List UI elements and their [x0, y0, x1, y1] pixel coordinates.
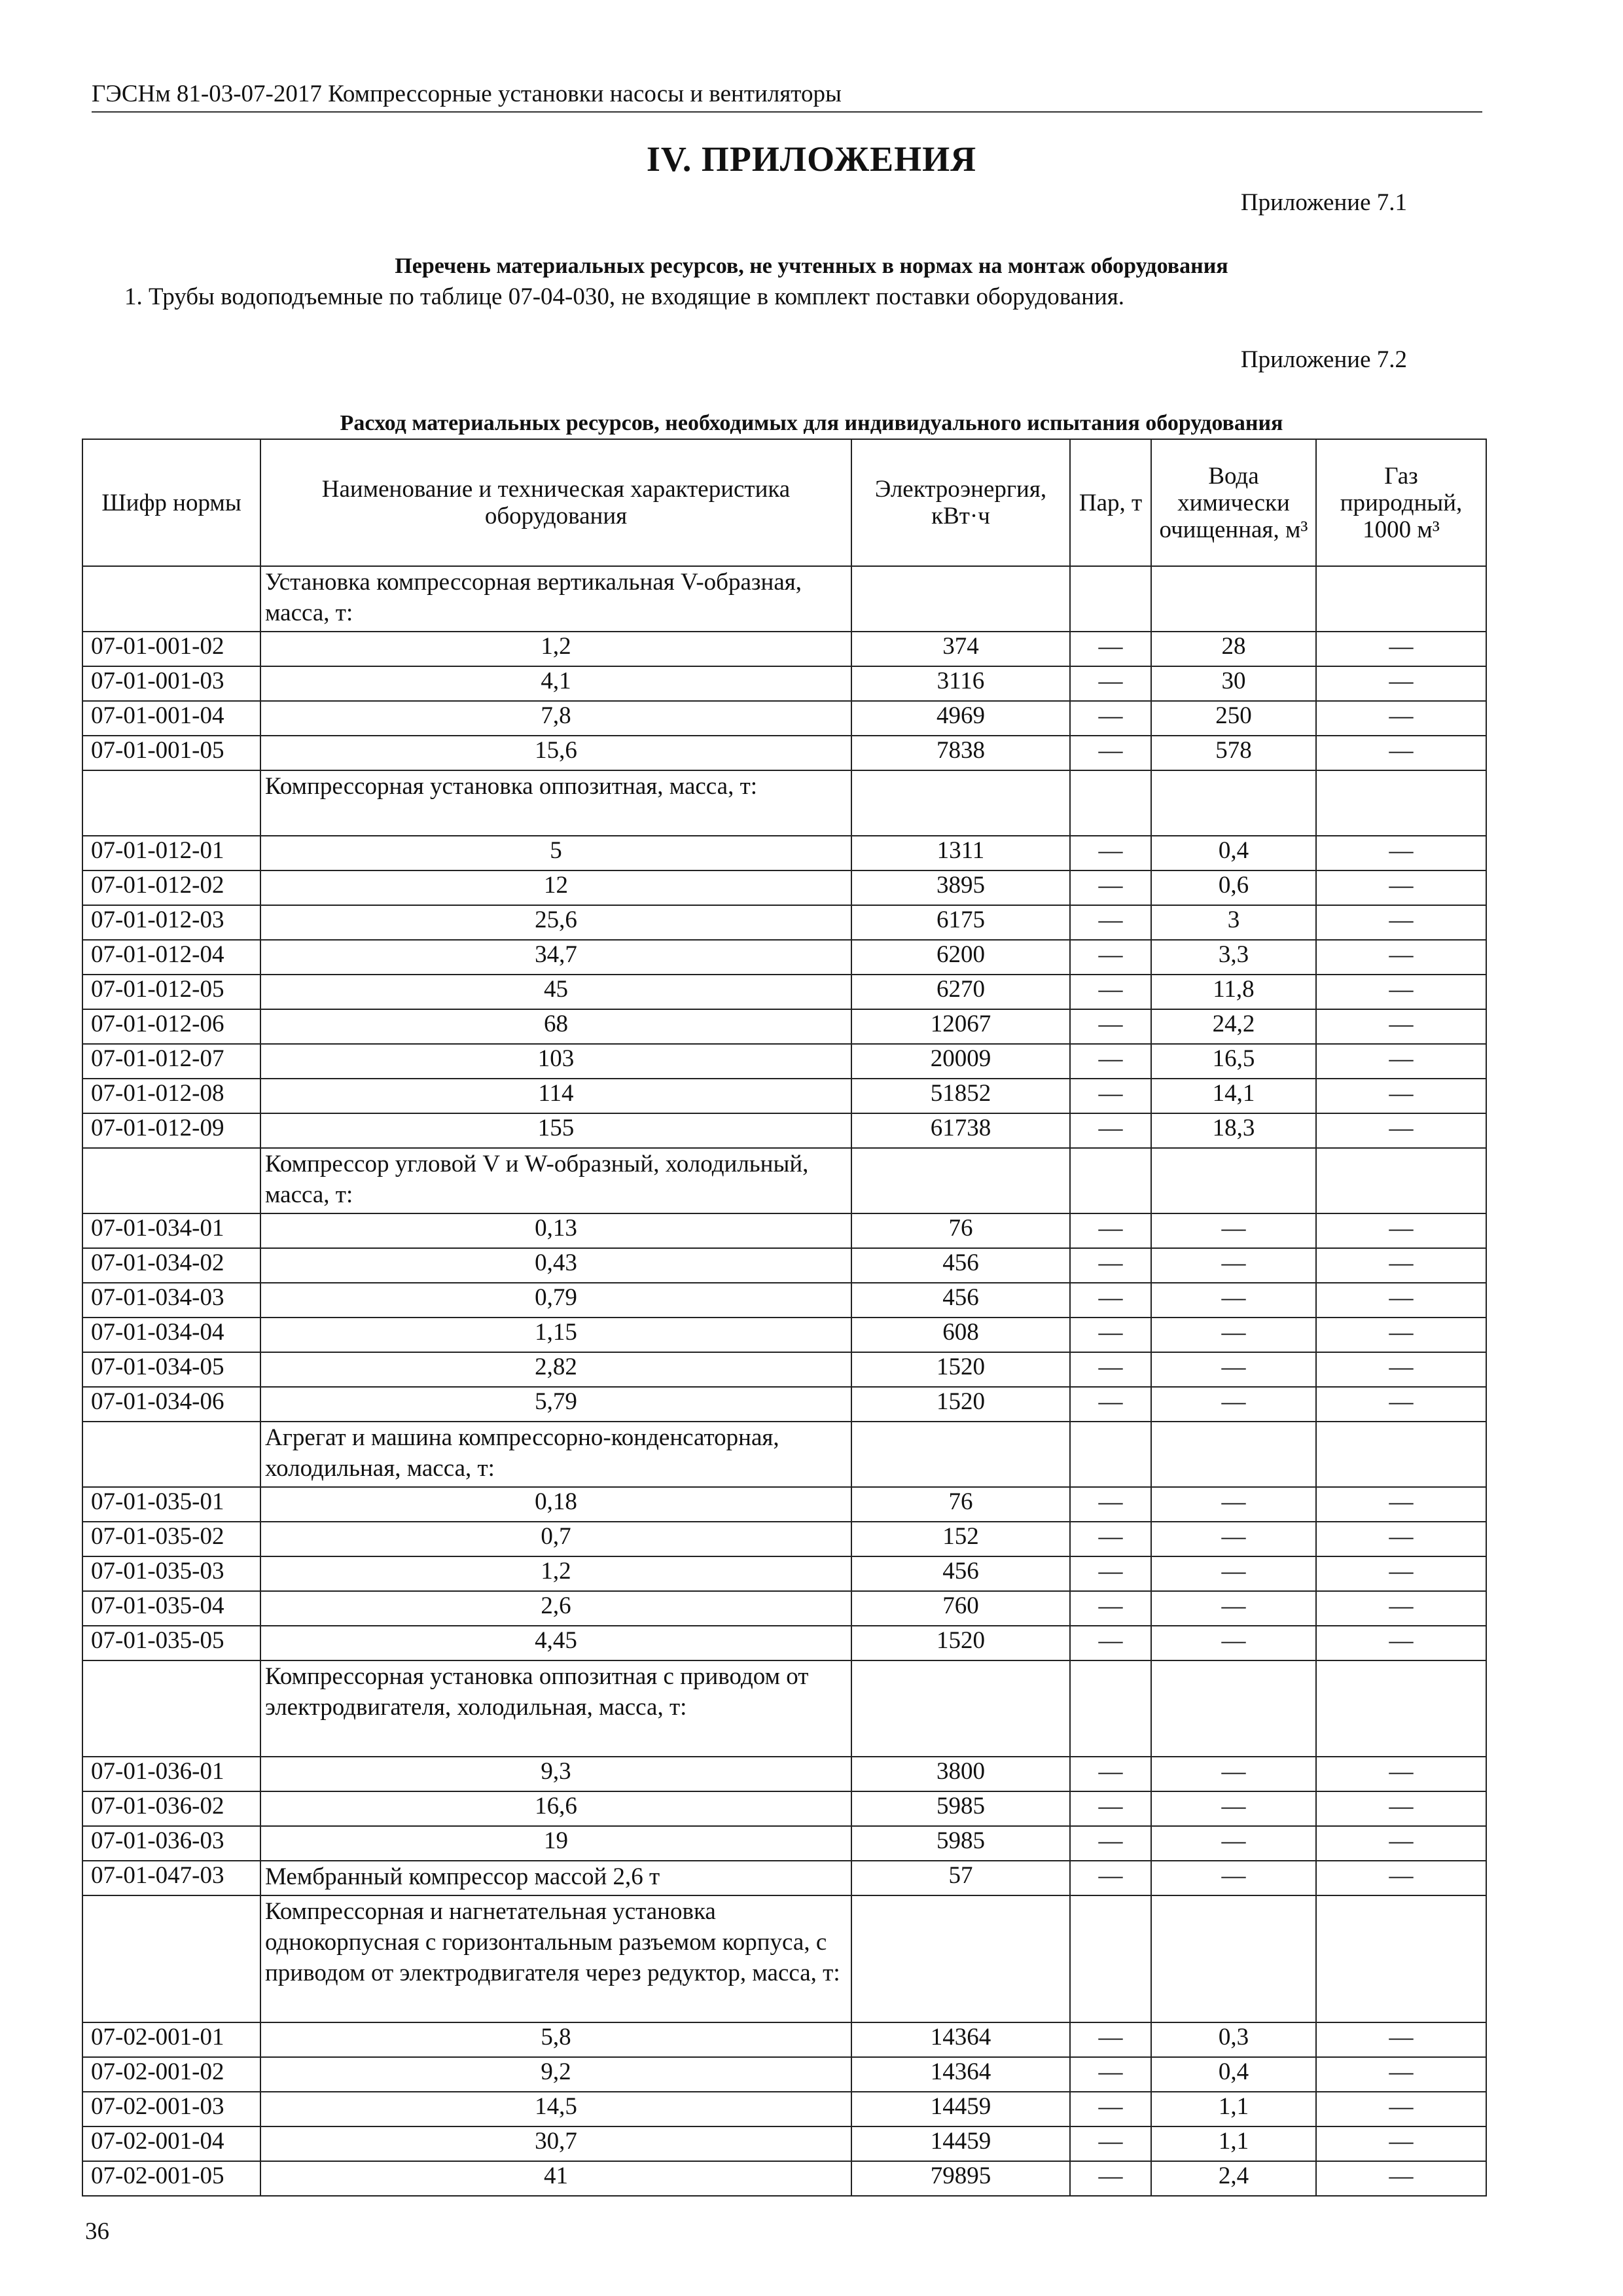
- col-header-name: Наименование и техническая характеристика оборудования: [260, 439, 851, 566]
- table-row: [82, 1757, 1486, 1791]
- steam-value: —: [1070, 975, 1151, 1009]
- equipment-mass: 15,6: [260, 736, 851, 770]
- table-row: [82, 870, 1486, 905]
- table-row: [82, 975, 1486, 1009]
- equipment-mass: 16,6: [260, 1791, 851, 1826]
- norm-code: 07-01-047-03: [82, 1861, 260, 1895]
- table-row: [82, 1861, 1486, 1895]
- group-row: [82, 566, 1486, 632]
- equipment-mass: 4,45: [260, 1626, 851, 1660]
- water-value: 578: [1151, 736, 1316, 770]
- col-header-code: Шифр нормы: [82, 439, 260, 566]
- appendix-7-2-title: Расход материальных ресурсов, необходимых для индивидуального испытания оборудования: [340, 411, 1283, 435]
- gas-value: —: [1316, 1522, 1486, 1556]
- electricity-value: 76: [851, 1487, 1070, 1522]
- equipment-mass: 1,15: [260, 1318, 851, 1352]
- empty-cell: [1070, 566, 1151, 632]
- electricity-value: 5985: [851, 1791, 1070, 1826]
- norm-code: 07-01-001-04: [82, 701, 260, 736]
- equipment-mass: 9,2: [260, 2057, 851, 2092]
- equipment-mass: 1,2: [260, 1556, 851, 1591]
- gas-value: —: [1316, 1044, 1486, 1079]
- table-row: [82, 905, 1486, 940]
- electricity-value: 7838: [851, 736, 1070, 770]
- group-row: [82, 1422, 1486, 1487]
- norm-code: 07-01-012-09: [82, 1113, 260, 1148]
- electricity-value: 20009: [851, 1044, 1070, 1079]
- electricity-value: 760: [851, 1591, 1070, 1626]
- electricity-value: 14459: [851, 2126, 1070, 2161]
- table-row: [82, 1826, 1486, 1861]
- steam-value: —: [1070, 1791, 1151, 1826]
- empty-cell: [1316, 1895, 1486, 2022]
- appendix-7-1-label: Приложение 7.1: [1240, 189, 1407, 216]
- norm-code: 07-01-035-02: [82, 1522, 260, 1556]
- gas-value: —: [1316, 1213, 1486, 1248]
- empty-cell: [82, 1895, 260, 2022]
- empty-cell: [851, 1148, 1070, 1213]
- equipment-mass: 155: [260, 1113, 851, 1148]
- table-row: [82, 1487, 1486, 1522]
- gas-value: —: [1316, 1591, 1486, 1626]
- gas-value: —: [1316, 2126, 1486, 2161]
- table-row: [82, 736, 1486, 770]
- table-row: [82, 1113, 1486, 1148]
- equipment-mass: 0,13: [260, 1213, 851, 1248]
- water-value: —: [1151, 1522, 1316, 1556]
- group-row: [82, 1148, 1486, 1213]
- appendix-7-1-item: 1. Трубы водоподъемные по таблице 07-04-030, не входящие в комплект поставки оборудования.: [124, 283, 1125, 310]
- gas-value: —: [1316, 870, 1486, 905]
- table-row: [82, 632, 1486, 666]
- empty-cell: [1316, 1422, 1486, 1487]
- norm-code: 07-01-034-02: [82, 1248, 260, 1283]
- group-row: [82, 1660, 1486, 1757]
- gas-value: —: [1316, 1079, 1486, 1113]
- col-header-steam: Пар, т: [1070, 439, 1151, 566]
- gas-value: —: [1316, 1861, 1486, 1895]
- water-value: 16,5: [1151, 1044, 1316, 1079]
- electricity-value: 6270: [851, 975, 1070, 1009]
- gas-value: —: [1316, 1626, 1486, 1660]
- table-row: [82, 1387, 1486, 1422]
- gas-value: —: [1316, 1487, 1486, 1522]
- norm-code: 07-01-034-04: [82, 1318, 260, 1352]
- equipment-mass: 2,82: [260, 1352, 851, 1387]
- empty-cell: [851, 1660, 1070, 1757]
- empty-cell: [82, 1422, 260, 1487]
- gas-value: —: [1316, 2092, 1486, 2126]
- table-row: [82, 1009, 1486, 1044]
- gas-value: —: [1316, 701, 1486, 736]
- gas-value: —: [1316, 1318, 1486, 1352]
- electricity-value: 1520: [851, 1352, 1070, 1387]
- electricity-value: 61738: [851, 1113, 1070, 1148]
- empty-cell: [82, 1660, 260, 1757]
- steam-value: —: [1070, 1757, 1151, 1791]
- norm-code: 07-01-012-04: [82, 940, 260, 975]
- electricity-value: 51852: [851, 1079, 1070, 1113]
- section-title: IV. ПРИЛОЖЕНИЯ: [646, 139, 977, 179]
- empty-cell: [82, 1148, 260, 1213]
- norm-code: 07-01-012-03: [82, 905, 260, 940]
- gas-value: —: [1316, 836, 1486, 870]
- gas-value: —: [1316, 1556, 1486, 1591]
- water-value: 30: [1151, 666, 1316, 701]
- steam-value: —: [1070, 1826, 1151, 1861]
- group-description: Компрессорная и нагнетательная установка однокорпусная с горизонтальным разъемом корпуса, с приводом от электродвигателя через редуктор, масса, т:: [260, 1895, 851, 2022]
- table-row: [82, 2057, 1486, 2092]
- steam-value: —: [1070, 1387, 1151, 1422]
- group-row: [82, 770, 1486, 836]
- electricity-value: 79895: [851, 2161, 1070, 2196]
- resources-table: [82, 439, 1487, 2197]
- water-value: 28: [1151, 632, 1316, 666]
- equipment-mass: 1,2: [260, 632, 851, 666]
- table-row: [82, 940, 1486, 975]
- equipment-mass: 5,8: [260, 2022, 851, 2057]
- table-row: [82, 2022, 1486, 2057]
- gas-value: —: [1316, 2161, 1486, 2196]
- water-value: —: [1151, 1387, 1316, 1422]
- steam-value: —: [1070, 1318, 1151, 1352]
- water-value: 0,4: [1151, 2057, 1316, 2092]
- gas-value: —: [1316, 940, 1486, 975]
- steam-value: —: [1070, 666, 1151, 701]
- table-row: [82, 2092, 1486, 2126]
- equipment-mass: 14,5: [260, 2092, 851, 2126]
- empty-cell: [1151, 770, 1316, 836]
- water-value: 1,1: [1151, 2126, 1316, 2161]
- norm-code: 07-01-035-04: [82, 1591, 260, 1626]
- electricity-value: 456: [851, 1248, 1070, 1283]
- water-value: —: [1151, 1352, 1316, 1387]
- empty-cell: [1070, 1895, 1151, 2022]
- equipment-mass: 45: [260, 975, 851, 1009]
- norm-code: 07-01-035-05: [82, 1626, 260, 1660]
- water-value: —: [1151, 1213, 1316, 1248]
- norm-code: 07-01-034-01: [82, 1213, 260, 1248]
- table-row: [82, 1626, 1486, 1660]
- water-value: 18,3: [1151, 1113, 1316, 1148]
- electricity-value: 6200: [851, 940, 1070, 975]
- equipment-mass: 25,6: [260, 905, 851, 940]
- norm-code: 07-02-001-05: [82, 2161, 260, 2196]
- table-row: [82, 1791, 1486, 1826]
- table-body: [82, 566, 1486, 2196]
- electricity-value: 3116: [851, 666, 1070, 701]
- electricity-value: 152: [851, 1522, 1070, 1556]
- equipment-mass: 19: [260, 1826, 851, 1861]
- table-row: [82, 1283, 1486, 1318]
- equipment-mass: 2,6: [260, 1591, 851, 1626]
- equipment-mass: 34,7: [260, 940, 851, 975]
- water-value: 14,1: [1151, 1079, 1316, 1113]
- water-value: —: [1151, 1591, 1316, 1626]
- empty-cell: [851, 1422, 1070, 1487]
- steam-value: —: [1070, 1591, 1151, 1626]
- empty-cell: [1070, 1148, 1151, 1213]
- norm-code: 07-01-001-05: [82, 736, 260, 770]
- norm-code: 07-01-034-05: [82, 1352, 260, 1387]
- norm-code: 07-02-001-02: [82, 2057, 260, 2092]
- gas-value: —: [1316, 1352, 1486, 1387]
- steam-value: —: [1070, 2126, 1151, 2161]
- norm-code: 07-01-036-01: [82, 1757, 260, 1791]
- water-value: 250: [1151, 701, 1316, 736]
- group-description: Установка компрессорная вертикальная V-образная, масса, т:: [260, 566, 851, 632]
- water-value: 2,4: [1151, 2161, 1316, 2196]
- steam-value: —: [1070, 1487, 1151, 1522]
- steam-value: —: [1070, 870, 1151, 905]
- empty-cell: [1316, 770, 1486, 836]
- water-value: —: [1151, 1826, 1316, 1861]
- steam-value: —: [1070, 1861, 1151, 1895]
- electricity-value: 3800: [851, 1757, 1070, 1791]
- table-row: [82, 666, 1486, 701]
- steam-value: —: [1070, 2022, 1151, 2057]
- equipment-mass: 12: [260, 870, 851, 905]
- steam-value: —: [1070, 1626, 1151, 1660]
- electricity-value: 608: [851, 1318, 1070, 1352]
- equipment-mass: 0,18: [260, 1487, 851, 1522]
- electricity-value: 374: [851, 632, 1070, 666]
- table-row: [82, 1318, 1486, 1352]
- steam-value: —: [1070, 1352, 1151, 1387]
- water-value: —: [1151, 1487, 1316, 1522]
- equipment-mass: 7,8: [260, 701, 851, 736]
- water-value: 3,3: [1151, 940, 1316, 975]
- col-header-electricity: Электроэнергия, кВт·ч: [851, 439, 1070, 566]
- norm-code: 07-01-012-05: [82, 975, 260, 1009]
- group-row: [82, 1895, 1486, 2022]
- gas-value: —: [1316, 1387, 1486, 1422]
- empty-cell: [1151, 1895, 1316, 2022]
- water-value: —: [1151, 1318, 1316, 1352]
- empty-cell: [851, 566, 1070, 632]
- steam-value: —: [1070, 905, 1151, 940]
- gas-value: —: [1316, 2022, 1486, 2057]
- steam-value: —: [1070, 1009, 1151, 1044]
- electricity-value: 456: [851, 1556, 1070, 1591]
- equipment-mass: 0,43: [260, 1248, 851, 1283]
- empty-cell: [1151, 1660, 1316, 1757]
- table-row: [82, 1248, 1486, 1283]
- equipment-mass: 103: [260, 1044, 851, 1079]
- empty-cell: [1316, 1148, 1486, 1213]
- gas-value: —: [1316, 2057, 1486, 2092]
- water-value: —: [1151, 1791, 1316, 1826]
- water-value: 0,4: [1151, 836, 1316, 870]
- table-row: [82, 1556, 1486, 1591]
- col-header-gas: Газ природный, 1000 м³: [1316, 439, 1486, 566]
- equipment-mass: 68: [260, 1009, 851, 1044]
- electricity-value: 456: [851, 1283, 1070, 1318]
- empty-cell: [1151, 1148, 1316, 1213]
- electricity-value: 14364: [851, 2057, 1070, 2092]
- norm-code: 07-01-036-02: [82, 1791, 260, 1826]
- water-value: —: [1151, 1861, 1316, 1895]
- steam-value: —: [1070, 940, 1151, 975]
- table-row: [82, 1352, 1486, 1387]
- norm-code: 07-02-001-01: [82, 2022, 260, 2057]
- norm-code: 07-01-001-03: [82, 666, 260, 701]
- group-description: Компрессорная установка оппозитная, масса, т:: [260, 770, 851, 836]
- norm-code: 07-02-001-03: [82, 2092, 260, 2126]
- norm-code: 07-01-012-01: [82, 836, 260, 870]
- equipment-mass: 114: [260, 1079, 851, 1113]
- norm-code: 07-01-001-02: [82, 632, 260, 666]
- group-description: Компрессорная установка оппозитная с приводом от электродвигателя, холодильная, масса, т:: [260, 1660, 851, 1757]
- table-row: [82, 1591, 1486, 1626]
- steam-value: —: [1070, 1283, 1151, 1318]
- water-value: 11,8: [1151, 975, 1316, 1009]
- steam-value: —: [1070, 2092, 1151, 2126]
- empty-cell: [1070, 1422, 1151, 1487]
- running-header: ГЭСНм 81-03-07-2017 Компрессорные установки насосы и вентиляторы: [92, 77, 1482, 113]
- table-row: [82, 701, 1486, 736]
- water-value: —: [1151, 1626, 1316, 1660]
- electricity-value: 14459: [851, 2092, 1070, 2126]
- gas-value: —: [1316, 666, 1486, 701]
- gas-value: —: [1316, 1791, 1486, 1826]
- equipment-mass: 30,7: [260, 2126, 851, 2161]
- norm-code: 07-01-034-03: [82, 1283, 260, 1318]
- steam-value: —: [1070, 1556, 1151, 1591]
- norm-code: 07-02-001-04: [82, 2126, 260, 2161]
- steam-value: —: [1070, 1079, 1151, 1113]
- water-value: 0,6: [1151, 870, 1316, 905]
- equipment-mass: 0,79: [260, 1283, 851, 1318]
- electricity-value: 1520: [851, 1387, 1070, 1422]
- water-value: —: [1151, 1757, 1316, 1791]
- col-header-water: Вода химически очищенная, м³: [1151, 439, 1316, 566]
- appendix-7-1-title: Перечень материальных ресурсов, не учтенных в нормах на монтаж оборудования: [395, 254, 1228, 278]
- gas-value: —: [1316, 736, 1486, 770]
- appendix-7-2-label: Приложение 7.2: [1240, 346, 1407, 373]
- electricity-value: 76: [851, 1213, 1070, 1248]
- steam-value: —: [1070, 2161, 1151, 2196]
- electricity-value: 4969: [851, 701, 1070, 736]
- steam-value: —: [1070, 1113, 1151, 1148]
- gas-value: —: [1316, 1113, 1486, 1148]
- electricity-value: 57: [851, 1861, 1070, 1895]
- equipment-mass: 9,3: [260, 1757, 851, 1791]
- electricity-value: 12067: [851, 1009, 1070, 1044]
- table-row: [82, 1079, 1486, 1113]
- gas-value: —: [1316, 632, 1486, 666]
- gas-value: —: [1316, 1757, 1486, 1791]
- equipment-mass: 4,1: [260, 666, 851, 701]
- empty-cell: [82, 770, 260, 836]
- electricity-value: 14364: [851, 2022, 1070, 2057]
- norm-code: 07-01-035-01: [82, 1487, 260, 1522]
- norm-code: 07-01-035-03: [82, 1556, 260, 1591]
- steam-value: —: [1070, 1248, 1151, 1283]
- empty-cell: [851, 770, 1070, 836]
- empty-cell: [1316, 566, 1486, 632]
- steam-value: —: [1070, 1522, 1151, 1556]
- norm-code: 07-01-012-02: [82, 870, 260, 905]
- table-row: [82, 2161, 1486, 2196]
- empty-cell: [1151, 1422, 1316, 1487]
- empty-cell: [82, 566, 260, 632]
- steam-value: —: [1070, 836, 1151, 870]
- norm-code: 07-01-034-06: [82, 1387, 260, 1422]
- electricity-value: 5985: [851, 1826, 1070, 1861]
- electricity-value: 6175: [851, 905, 1070, 940]
- empty-cell: [1070, 770, 1151, 836]
- steam-value: —: [1070, 736, 1151, 770]
- equipment-mass: 5,79: [260, 1387, 851, 1422]
- water-value: —: [1151, 1248, 1316, 1283]
- water-value: 24,2: [1151, 1009, 1316, 1044]
- table-row: [82, 1213, 1486, 1248]
- equipment-mass: 41: [260, 2161, 851, 2196]
- page-number: 36: [85, 2218, 109, 2245]
- empty-cell: [1316, 1660, 1486, 1757]
- steam-value: —: [1070, 701, 1151, 736]
- table-header-row: [82, 439, 1486, 566]
- electricity-value: 1311: [851, 836, 1070, 870]
- equipment-mass: 5: [260, 836, 851, 870]
- water-value: 1,1: [1151, 2092, 1316, 2126]
- steam-value: —: [1070, 2057, 1151, 2092]
- group-description: Компрессор угловой V и W-образный, холодильный, масса, т:: [260, 1148, 851, 1213]
- table-row: [82, 836, 1486, 870]
- electricity-value: 3895: [851, 870, 1070, 905]
- water-value: 3: [1151, 905, 1316, 940]
- gas-value: —: [1316, 1248, 1486, 1283]
- table-row: [82, 1522, 1486, 1556]
- water-value: —: [1151, 1283, 1316, 1318]
- group-description: Агрегат и машина компрессорно-конденсаторная, холодильная, масса, т:: [260, 1422, 851, 1487]
- norm-code: 07-01-036-03: [82, 1826, 260, 1861]
- equipment-mass: Мембранный компрессор массой 2,6 т: [260, 1861, 851, 1895]
- table-row: [82, 1044, 1486, 1079]
- electricity-value: 1520: [851, 1626, 1070, 1660]
- table-row: [82, 2126, 1486, 2161]
- steam-value: —: [1070, 632, 1151, 666]
- gas-value: —: [1316, 1283, 1486, 1318]
- steam-value: —: [1070, 1044, 1151, 1079]
- norm-code: 07-01-012-08: [82, 1079, 260, 1113]
- norm-code: 07-01-012-06: [82, 1009, 260, 1044]
- equipment-mass: 0,7: [260, 1522, 851, 1556]
- gas-value: —: [1316, 1826, 1486, 1861]
- gas-value: —: [1316, 1009, 1486, 1044]
- empty-cell: [851, 1895, 1070, 2022]
- gas-value: —: [1316, 905, 1486, 940]
- water-value: 0,3: [1151, 2022, 1316, 2057]
- empty-cell: [1151, 566, 1316, 632]
- gas-value: —: [1316, 975, 1486, 1009]
- steam-value: —: [1070, 1213, 1151, 1248]
- empty-cell: [1070, 1660, 1151, 1757]
- water-value: —: [1151, 1556, 1316, 1591]
- norm-code: 07-01-012-07: [82, 1044, 260, 1079]
